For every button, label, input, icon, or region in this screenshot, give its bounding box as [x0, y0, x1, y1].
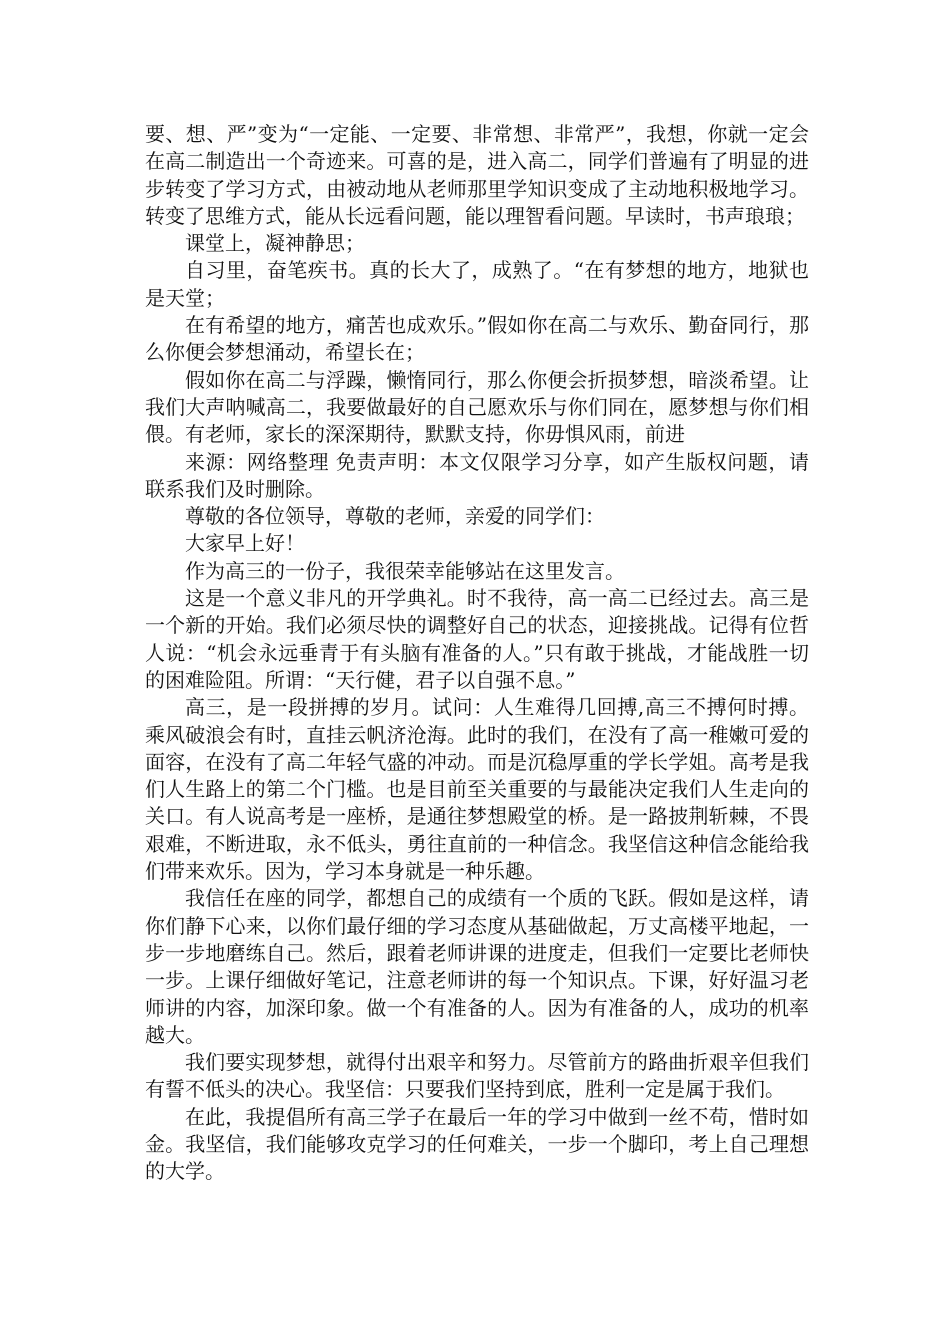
salutation: 尊敬的各位领导，尊敬的老师，亲爱的同学们：	[185, 504, 605, 529]
paragraph-continuation: 要、想、严”变为“一定能、一定要、非常想、非常严”，我想，你就一定会在高二制造出一个奇迹来。可喜的是，进入高二，同学们普遍有了明显的进步转变了学习方式，由被动地从老师那里学知识变成了主动地积极地学习。转变了思维方式，能从长远看问题，能以理智看问题。早读时，书声琅琅；	[145, 122, 809, 228]
paragraph: 在有希望的地方，痛苦也成欢乐。”假如你在高二与欢乐、勤奋同行，那么你便会梦想涌动，希望长在；	[145, 313, 809, 365]
paragraph: 我信任在座的同学，都想自己的成绩有一个质的飞跃。假如是这样，请你们静下心来，以你们最仔细的学习态度从基础做起，万丈高楼平地起，一步一步地磨练自己。然后，跟着老师讲课的进度走，但我们一定要比老师快一步。上课仔细做好笔记，注意老师讲的每一个知识点。下课，好好温习老师讲的内容，加深印象。做一个有准备的人。因为有准备的人，成功的机率越大。	[145, 886, 809, 1047]
paragraph: 我们要实现梦想，就得付出艰辛和努力。尽管前方的路曲折艰辛但我们有誓不低头的决心。我坚信：只要我们坚持到底，胜利一定是属于我们。	[145, 1050, 809, 1102]
document-body	[145, 121, 809, 1186]
paragraph: 自习里，奋笔疾书。真的长大了，成熟了。“在有梦想的地方，地狱也是天堂；	[145, 258, 809, 310]
source-disclaimer: 来源：网络整理 免责声明：本文仅限学习分享，如产生版权问题，请联系我们及时删除。	[145, 449, 809, 501]
paragraph: 作为高三的一份子，我很荣幸能够站在这里发言。	[185, 558, 625, 583]
paragraph: 这是一个意义非凡的开学典礼。时不我待，高一高二已经过去。高三是一个新的开始。我们必须尽快的调整好自己的状态，迎接挑战。记得有位哲人说：“机会永远垂青于有头脑有准备的人。”只有敢于挑战，才能战胜一切的困难险阻。所谓：“天行健，君子以自强不息。”	[145, 586, 809, 692]
paragraph: 课堂上，凝神静思；	[185, 231, 365, 256]
greeting: 大家早上好！	[185, 531, 305, 556]
paragraph: 高三，是一段拼搏的岁月。试问：人生难得几回搏,高三不搏何时搏。乘风破浪会有时，直挂云帆济沧海。此时的我们，在没有了高一稚嫩可爱的面容，在没有了高二年轻气盛的冲动。而是沉稳厚重的学长学姐。高考是我们人生路上的第二个门槛。也是目前至关重要的与最能决定我们人生走向的关口。有人说高考是一座桥，是通往梦想殿堂的桥。是一路披荆斩棘，不畏艰难，不断进取，永不低头，勇往直前的一种信念。我坚信这种信念能给我们带来欢乐。因为，学习本身就是一种乐趣。	[145, 695, 809, 884]
paragraph: 在此，我提倡所有高三学子在最后一年的学习中做到一丝不苟，惜时如金。我坚信，我们能够攻克学习的任何难关，一步一个脚印，考上自己理想的大学。	[145, 1104, 809, 1184]
paragraph: 假如你在高二与浮躁，懒惰同行，那么你便会折损梦想，暗淡希望。让我们大声呐喊高二，我要做最好的自己愿欢乐与你们同在，愿梦想与你们相偎。有老师，家长的深深期待，默默支持，你毋惧风雨，前进	[145, 367, 809, 447]
